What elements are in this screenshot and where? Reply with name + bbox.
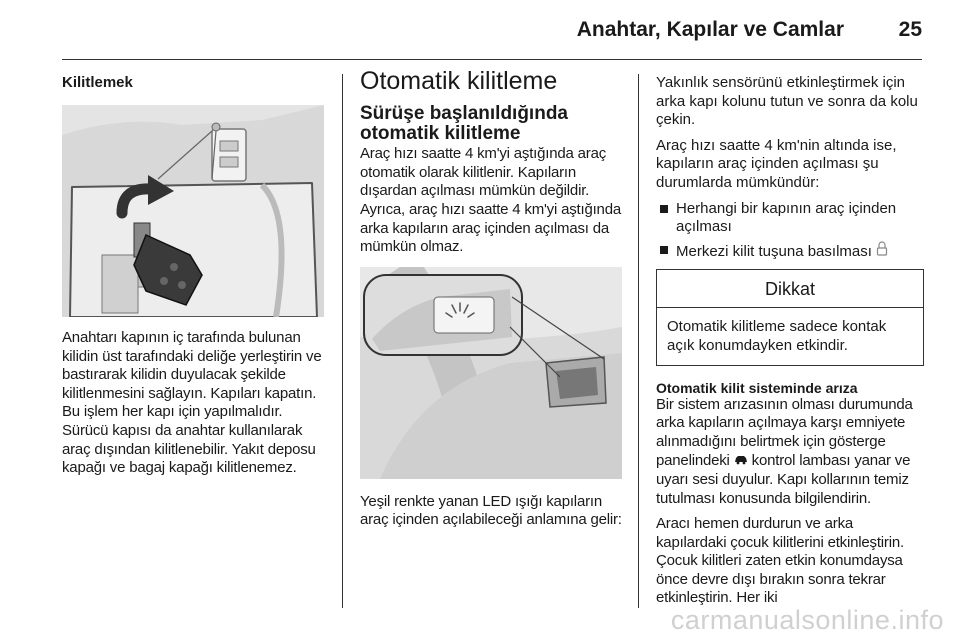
car-lock-warning-icon [734, 451, 748, 470]
page-title: Anahtar, Kapılar ve Camlar [576, 18, 844, 41]
notice-box [656, 269, 924, 365]
notice-body: Otomatik kilitleme sadece kontak açık konumdayken etkindir. [667, 318, 887, 354]
figure-key-in-door-lock [62, 105, 324, 317]
page-number: 25 [898, 18, 922, 41]
column-divider-2 [638, 74, 639, 608]
proximity-paragraph: Yakınlık sensörünü etkinleştirmek için arka kapı kolunu tutun ve sonra da kolu çekin. [656, 74, 918, 129]
auto-locking-paragraph-1: Araç hızı saatte 4 km'yi aştığında araç otomatik olarak kilitlenir. Kapıların dışardan açılması mümkün değildir. Ayrıca, araç hızı saatte 4 km'yi aştığında arka kapıların araç içinden açılması da mümkün olmaz. [360, 145, 621, 256]
padlock-icon [876, 241, 888, 261]
page-header [62, 0, 922, 60]
fault-text-part-2: kontrol lambası yanar ve uyarı sesi duyulur. Kapı kollarının temiz tutulması konusunda bilgilendirin. [656, 452, 911, 507]
notice-title: Dikkat [657, 270, 923, 308]
watermark: carmanualsonline.info [670, 605, 944, 635]
key-lock-illustration [62, 105, 324, 317]
column-proximity-sensor [656, 74, 924, 608]
column-automatic-locking [360, 67, 624, 530]
list-item-text: Herhangi bir kapının araç içinden açılması [676, 199, 897, 236]
square-bullet-icon [660, 246, 668, 254]
column-locking [62, 74, 326, 478]
square-bullet-icon [660, 205, 668, 213]
section-heading-locking: Kilitlemek [62, 74, 133, 91]
fault-text-part-1: Bir sistem arızasının olması durumunda arka kapıların açılmaya karşı emniyete alınmadığını belirtmek için gösterge panelindeki [656, 395, 913, 470]
subheading-drive-locking: Sürüşe başlanıldığında otomatik kilitleme [360, 102, 568, 145]
list-item [656, 200, 924, 237]
speed-paragraph: Araç hızı saatte 4 km'nin altında ise, kapıların araç içinden açılması şu durumlarda mümkündür: [656, 136, 897, 191]
section-heading-automatic-locking: Otomatik kilitleme [360, 67, 558, 95]
led-paragraph: Yeşil renkte yanan LED ışığı kapıların araç içinden açılabileceği anlamına gelir: [360, 492, 622, 529]
door-handle-illustration [360, 267, 622, 479]
locking-paragraph: Anahtarı kapının iç tarafında bulunan kilidin üst tarafındaki deliğe yerleştirin ve bastırarak kilidin duyulacak şekilde kilitlenmesini sağlayın. Kapıları kapatın. Bu işlem her kapı için yapılmalıdır. Sürücü kapısı da anahtar kullanılarak araç dışından kilitlenebilir. Yakıt deposu kapağı ve bagaj kapağı kilitlenemez. [62, 329, 322, 477]
child-lock-paragraph: Aracı hemen durdurun ve arka kapılardaki çocuk kilitlerini etkinleştirin. Çocuk kilitleri zaten etkin konumdaysa önce devre dışı bırakın sonra tekrar etkinleştirin. Her iki [656, 515, 904, 607]
subheading-fault: Otomatik kilit sisteminde arıza [656, 379, 858, 396]
list-item [656, 241, 924, 262]
column-divider-1 [342, 74, 343, 608]
list-item-text: Merkezi kilit tuşuna basılması [676, 242, 872, 260]
figure-rear-door-handle-led [360, 267, 622, 479]
unlock-conditions-list [656, 200, 924, 262]
fault-paragraph [656, 396, 924, 509]
